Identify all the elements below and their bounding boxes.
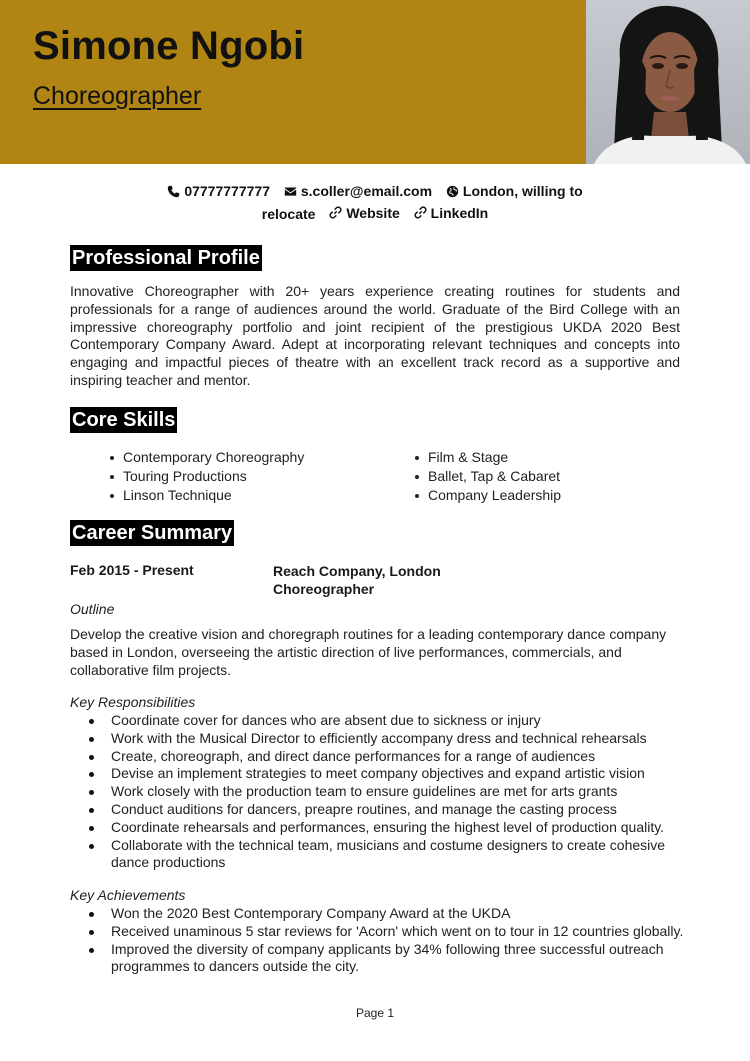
skill-item: Company Leadership (415, 486, 561, 505)
envelope-icon (284, 185, 297, 198)
job-employer (273, 562, 441, 598)
profile-photo (586, 0, 750, 164)
profile-text: Innovative Choreographer with 20+ years experience creating routines for students and professionals for a range of audiences around the world. Graduate of the Bird College with an impressive choreography portfolio and joint recipient of the prestigious UKDA 2020 Best Contemporary Company Award. Adept at incorporating relevant techniques and concepts into engaging and impactful pieces of theatre with an excellent track record as a supportive and inspiring teacher and mentor. (70, 283, 680, 388)
job-title: Choreographer (33, 82, 202, 110)
skill-item: Touring Productions (110, 467, 304, 486)
contact-info (0, 181, 750, 224)
list-item: Devise an implement strategies to meet company objectives and expand artistic vision (70, 765, 690, 783)
contact-location: London, willing to (446, 181, 583, 201)
list-item: Coordinate cover for dances who are absent due to sickness or injury (70, 712, 690, 730)
linkedin-link[interactable]: LinkedIn (414, 203, 489, 223)
skill-item: Contemporary Choreography (110, 448, 304, 467)
phone-icon (167, 185, 180, 198)
contact-location-cont: relocate (261, 206, 316, 222)
list-item: Improved the diversity of company applicants by 34% following three successful outreach programmes to dancers outside the city. (70, 941, 690, 977)
list-item: Conduct auditions for dancers, preapre routines, and manage the casting process (70, 801, 690, 819)
skill-item: Linson Technique (110, 486, 304, 505)
person-name: Simone Ngobi (33, 24, 305, 68)
list-item: Collaborate with the technical team, musicians and costume designers to create cohesive dance productions (70, 837, 690, 873)
outline-text: Develop the creative vision and choregraph routines for a leading contemporary dance company based in London, overseeing the artistic direction of live performances, commercials, and collaborative film projects. (70, 626, 667, 678)
responsibilities-label: Key Responsibilities (70, 694, 196, 710)
job-company: Reach Company, London (273, 563, 441, 579)
contact-phone: 07777777777 (167, 181, 270, 201)
outline-label: Outline (70, 601, 115, 617)
list-item: Coordinate rehearsals and performances, ensuring the highest level of production quality. (70, 819, 690, 837)
section-title-career: Career Summary (72, 522, 233, 544)
achievements-label: Key Achievements (70, 887, 186, 903)
contact-email[interactable]: s.coller@email.com (284, 181, 432, 201)
link-icon (329, 206, 342, 219)
job-position: Choreographer (273, 581, 375, 597)
job-dates: Feb 2015 - Present (70, 562, 194, 578)
link-icon (414, 206, 427, 219)
skill-item: Film & Stage (415, 448, 561, 467)
list-item: Work with the Musical Director to efficiently accompany dress and technical rehearsals (70, 730, 690, 748)
section-title-profile: Professional Profile (72, 247, 260, 269)
list-item: Work closely with the production team to ensure guidelines are met for arts grants (70, 783, 690, 801)
skills-column-right (415, 448, 561, 505)
achievements-list (70, 905, 690, 976)
responsibilities-list (70, 712, 690, 872)
list-item: Create, choreograph, and direct dance performances for a range of audiences (70, 748, 690, 766)
globe-icon (446, 185, 459, 198)
list-item: Won the 2020 Best Contemporary Company Award at the UKDA (70, 905, 690, 923)
website-link[interactable]: Website (329, 203, 399, 223)
page-number: Page 1 (355, 1006, 395, 1020)
list-item: Received unaminous 5 star reviews for 'Acorn' which went on to tour in 12 countries globally. (70, 923, 690, 941)
skill-item: Ballet, Tap & Cabaret (415, 467, 561, 486)
skills-column-left (110, 448, 304, 505)
section-title-skills: Core Skills (72, 409, 176, 431)
